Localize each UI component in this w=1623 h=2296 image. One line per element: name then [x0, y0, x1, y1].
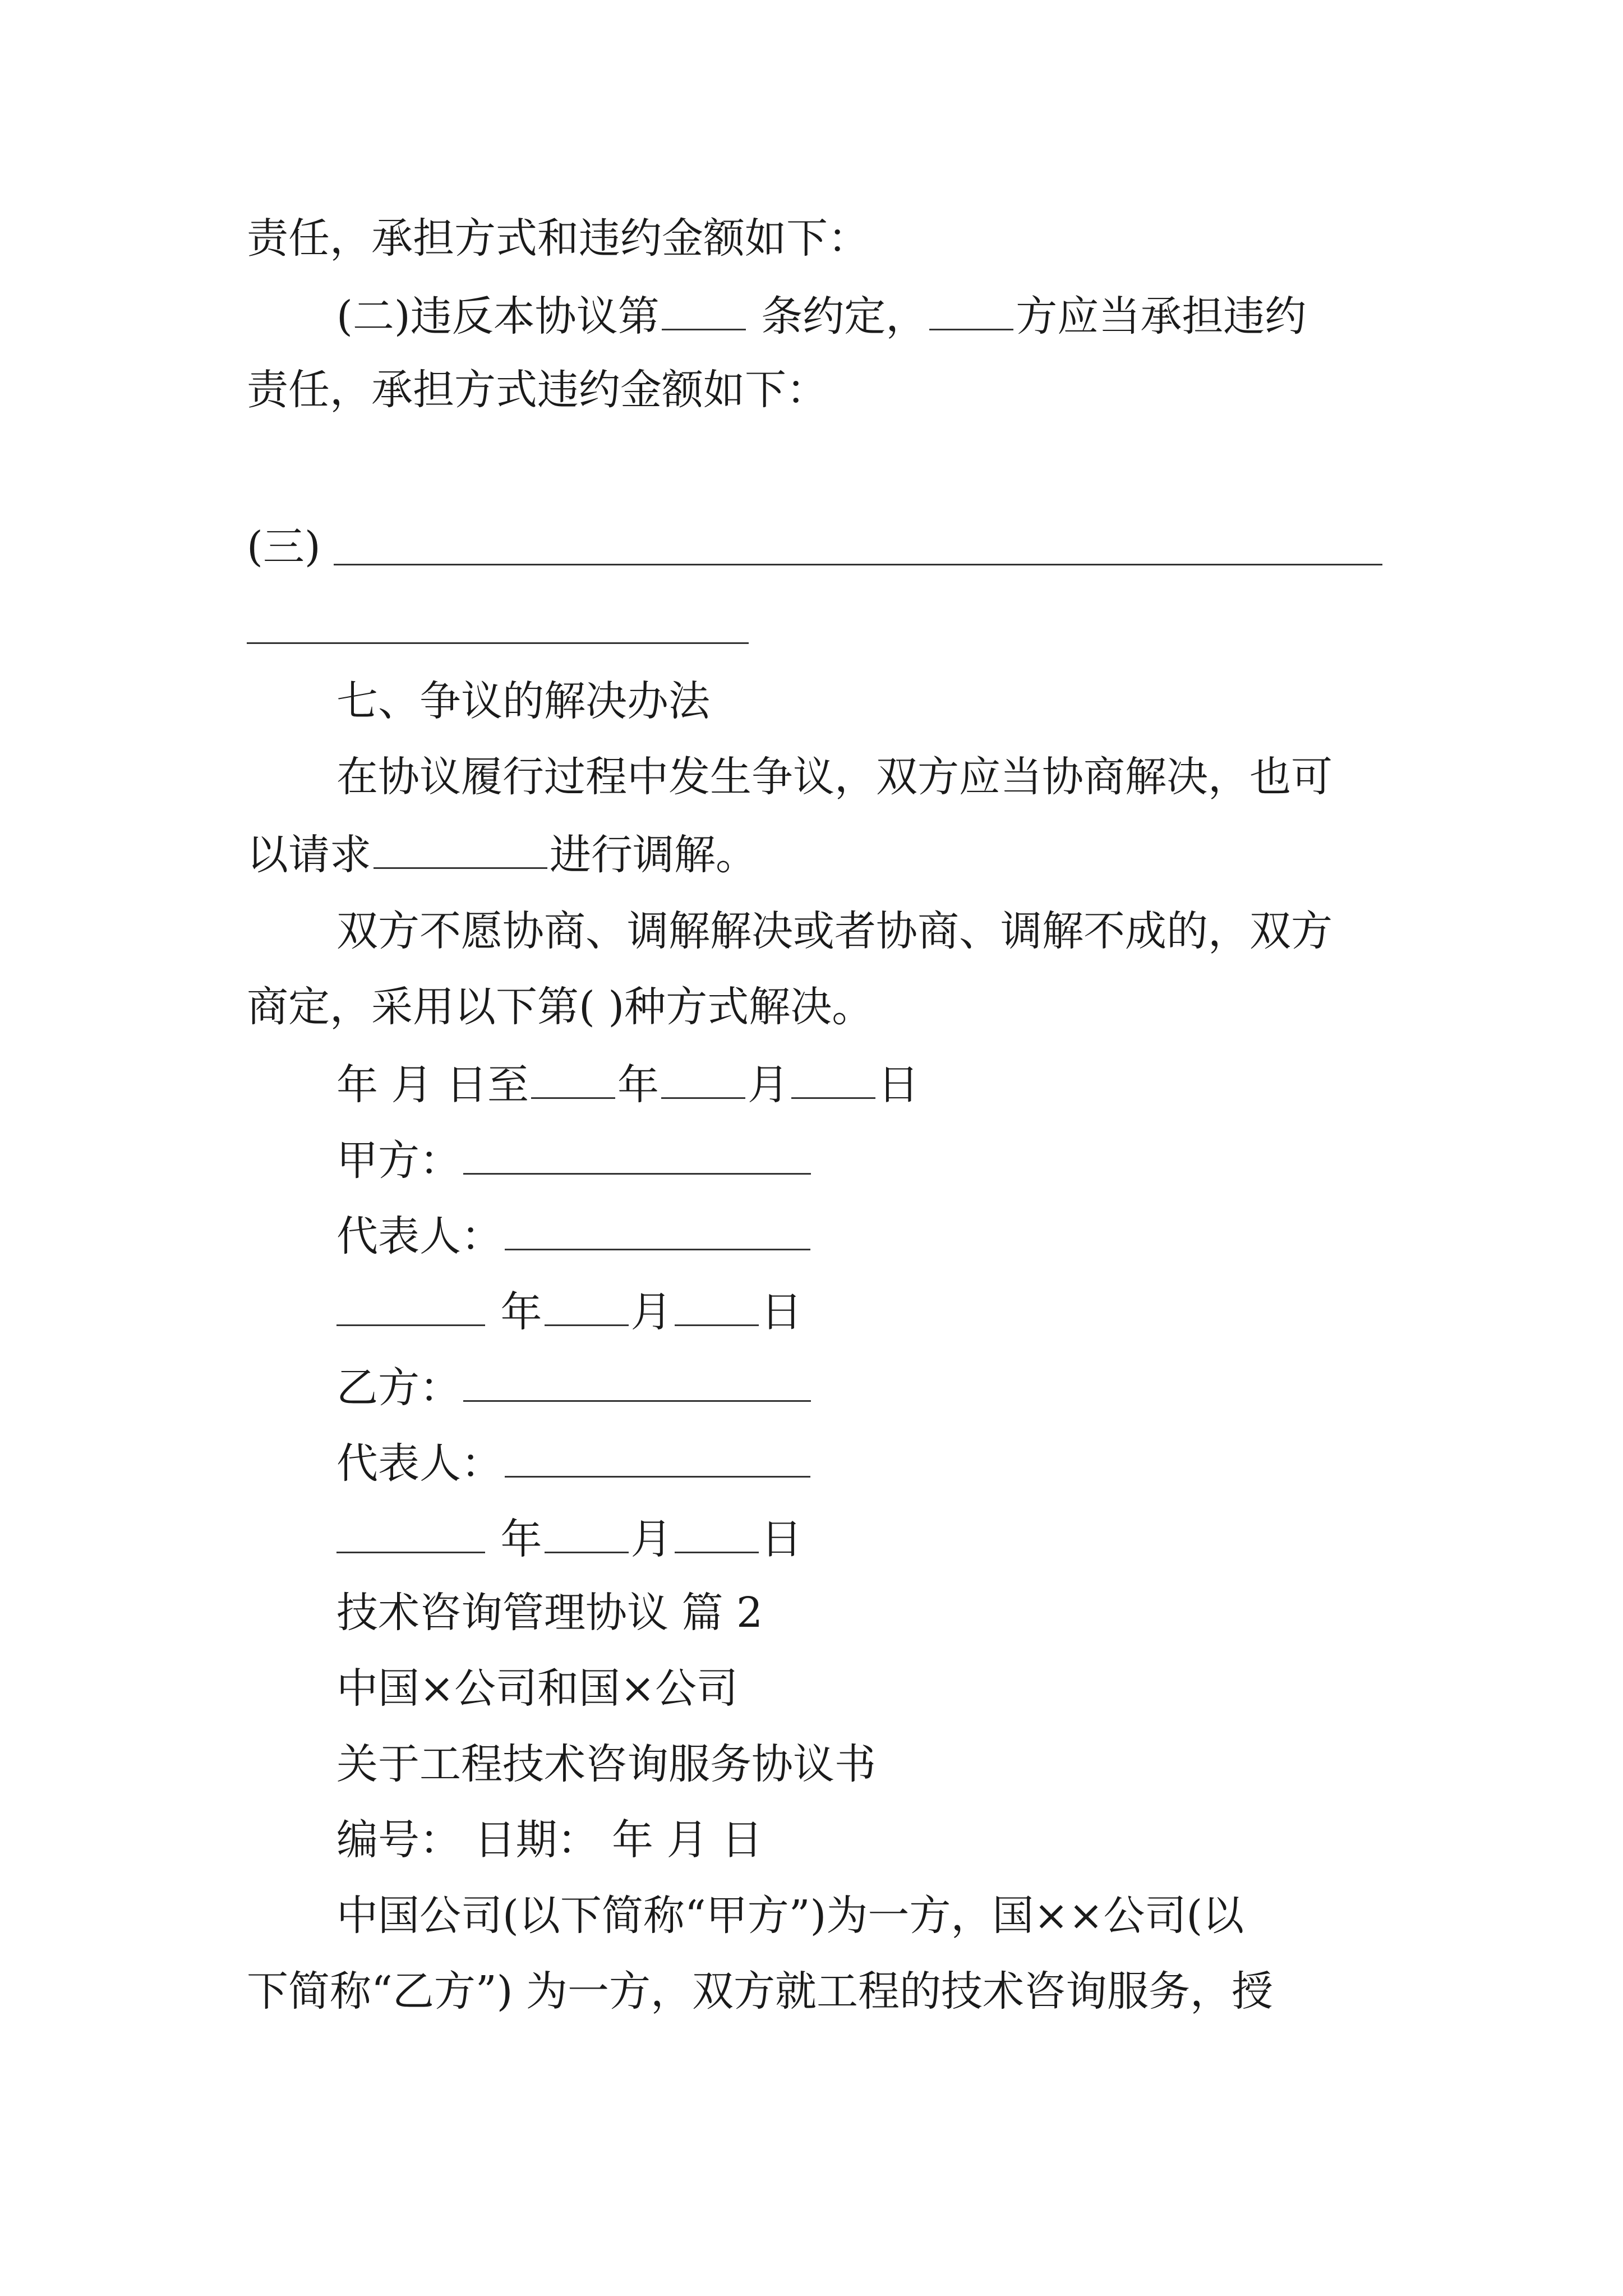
text-line: [247, 825, 757, 881]
blank-field: [661, 1055, 745, 1099]
dispute-heading: 七、争议的解决办法: [336, 677, 710, 725]
year-label: 年: [500, 1288, 542, 1336]
number-date-line: 编号： 日期： 年 月 日: [336, 1816, 763, 1864]
dispute-paragraph: 双方不愿协商、调解解决或者协商、调解不成的，双方: [336, 907, 1332, 955]
text-line: [336, 1660, 738, 1717]
date-b-line: [336, 1509, 803, 1565]
rep-b-label: 代表人：: [336, 1439, 502, 1488]
party-a-blank: [463, 1130, 811, 1175]
rep-b-line: [336, 1433, 813, 1489]
blank-rule: [247, 642, 749, 644]
dispute-paragraph: 商定，采用以下第( )种方式解决。: [247, 983, 874, 1031]
clause-3-label: (三): [247, 523, 321, 571]
text-line: [247, 519, 321, 575]
blank-field: [374, 825, 547, 869]
blank-field: [675, 1509, 759, 1553]
year-label: 年: [617, 1061, 660, 1109]
intro-paragraph: 中国公司(以下简称“甲方”)为一方，国××公司(以: [336, 1892, 1244, 1940]
dispute-paragraph: 进行调解。: [550, 831, 757, 879]
clause-2-text: (二)违反本协议第: [336, 292, 660, 341]
text-line: [247, 362, 828, 418]
party-b-blank: [463, 1358, 811, 1402]
agreement-title: 关于工程技术咨询服务协议书: [336, 1740, 876, 1788]
day-label: 日: [760, 1515, 803, 1563]
text-line: [247, 979, 873, 1035]
date-range-line: [336, 1055, 919, 1111]
day-label: 日: [760, 1288, 803, 1336]
text-line: [336, 1812, 763, 1868]
dispute-paragraph: 以请求: [247, 831, 371, 879]
month-label: 月: [630, 1515, 672, 1563]
blank-field: [929, 286, 1013, 330]
dispute-paragraph: 在协议履行过程中发生争议，双方应当协商解决，也可: [336, 753, 1332, 801]
intro-paragraph: 下简称“乙方”) 为一方，双方就工程的技术咨询服务，授: [247, 1967, 1274, 2016]
day-label: 日: [878, 1061, 920, 1109]
blank-field: [791, 1055, 875, 1099]
party-b-line: [336, 1358, 813, 1414]
date-a-line: [336, 1282, 803, 1338]
text-line: [336, 749, 1332, 805]
blank-rule: [334, 564, 1382, 565]
blank-field: [545, 1282, 629, 1326]
blank-field: [336, 1509, 485, 1553]
party-a-line: [336, 1130, 813, 1186]
month-label: 月: [748, 1061, 790, 1109]
rep-a-label: 代表人：: [336, 1212, 502, 1260]
companies-line: 中国×公司和国×公司: [336, 1664, 739, 1713]
blank-field: [531, 1055, 615, 1099]
rep-b-blank: [505, 1433, 810, 1478]
year-label: 年: [500, 1515, 542, 1563]
section-heading: [336, 673, 710, 729]
text-line: [336, 286, 1380, 342]
text-line: [336, 903, 1332, 959]
party-a-label: 甲方：: [336, 1137, 461, 1185]
liability-text-2: 责任，承担方式违约金额如下：: [247, 366, 828, 414]
article-title: 技术咨询管理协议 篇 2: [336, 1589, 763, 1637]
rep-a-line: [336, 1206, 813, 1262]
text-line: [247, 210, 869, 266]
text-line: [336, 1888, 1244, 1944]
text-line: [336, 1585, 763, 1641]
rep-a-blank: [505, 1206, 810, 1250]
blank-field: [675, 1282, 759, 1326]
clause-2-text: 条约定，: [761, 292, 928, 341]
blank-field: [662, 286, 746, 330]
liability-text-1: 责任，承担方式和违约金额如下：: [247, 214, 869, 263]
blank-field: [336, 1282, 485, 1326]
blank-field: [545, 1509, 629, 1553]
party-b-label: 乙方：: [336, 1364, 461, 1412]
clause-2-text: 方应当承担违约: [1016, 292, 1307, 341]
date-prefix: 年 月 日至: [336, 1061, 529, 1109]
text-line: [247, 1963, 1273, 2019]
month-label: 月: [630, 1288, 672, 1336]
text-line: [336, 1736, 876, 1792]
